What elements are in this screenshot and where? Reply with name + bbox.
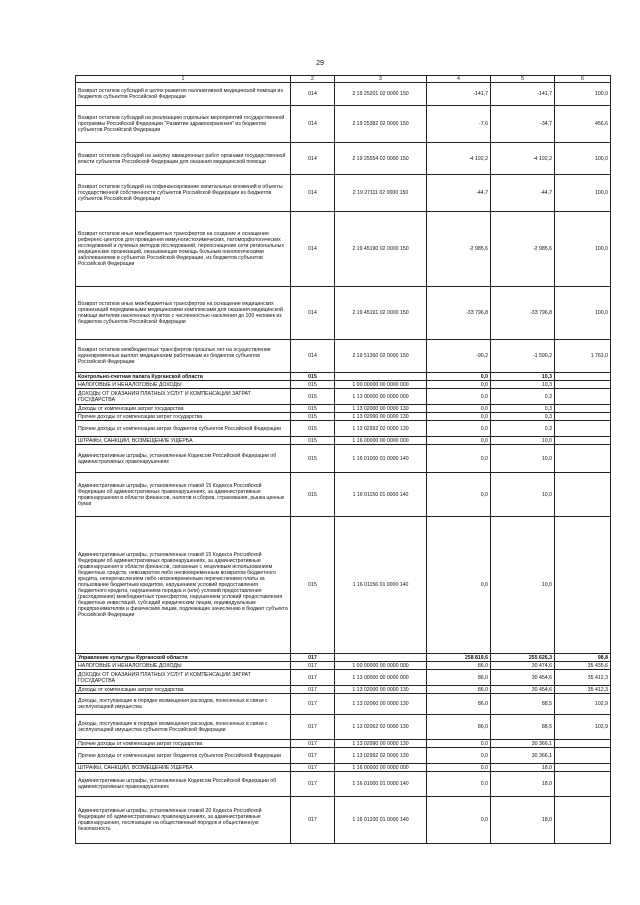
row-kbk-cell: 1 16 01200 01 0000 140 — [335, 797, 427, 844]
row-code-cell: 017 — [291, 670, 335, 686]
row-percent-cell — [555, 748, 611, 764]
row-name-cell: Административные штрафы, установленные Кодексом Российской Федерации об административных правонарушениях — [76, 445, 291, 473]
row-percent-cell — [555, 797, 611, 844]
row-code-cell: 014 — [291, 175, 335, 212]
row-name-cell: Прочие доходы от компенсации затрат бюджетов субъектов Российской Федерации — [76, 748, 291, 764]
row-fact-cell: 10,0 — [491, 473, 555, 517]
row-code-cell: 015 — [291, 517, 335, 654]
row-fact-cell: 18,0 — [491, 797, 555, 844]
page-number: 29 — [316, 60, 324, 67]
row-plan-cell: 0,0 — [427, 381, 491, 389]
row-fact-cell: 255 626,3 — [491, 654, 555, 662]
row-plan-cell: 258 819,6 — [427, 654, 491, 662]
row-name-cell: НАЛОГОВЫЕ И НЕНАЛОГОВЫЕ ДОХОДЫ — [76, 662, 291, 670]
row-code-cell: 015 — [291, 421, 335, 437]
row-kbk-cell — [335, 654, 427, 662]
header-cell: 4 — [427, 76, 491, 83]
row-name-cell: Доходы, поступающие в порядке возмещения расходов, понесенных в связи с эксплуатацией имущества — [76, 694, 291, 715]
table-row — [76, 413, 611, 421]
row-name-cell: Возврат остатков иных межбюджетных трансфертов на оснащение медицинских организаций передвижными медицинскими комплексами для оказания медицинской помощи жителям населенных пунктов с численностью населения до 100 человек из бюджетов субъектов Российской Федерации — [76, 287, 291, 340]
row-name-cell: ШТРАФЫ, САНКЦИИ, ВОЗМЕЩЕНИЕ УЩЕРБА — [76, 437, 291, 445]
row-plan-cell: -7,6 — [427, 106, 491, 143]
row-plan-cell: -4 192,2 — [427, 143, 491, 175]
row-kbk-cell: 1 13 02990 00 0000 130 — [335, 413, 427, 421]
table-row — [76, 654, 611, 662]
row-kbk-cell: 1 16 01000 01 0000 140 — [335, 445, 427, 473]
row-plan-cell: 0,0 — [427, 445, 491, 473]
row-kbk-cell: 2 19 45190 02 0000 150 — [335, 212, 427, 287]
row-kbk-cell — [335, 373, 427, 381]
row-name-cell: Возврат остатков субсидий на реализацию отдельных мероприятий государственной программы Российской Федерации "Развитие здравоохранения" из бюджетов субъектов Российской Федерации — [76, 106, 291, 143]
row-percent-cell: 456,6 — [555, 106, 611, 143]
row-name-cell: Возврат остатков иных межбюджетных трансфертов на создание и оснащение референс-центров для проведения иммуногистохимических, патоморфологических исследований и лучевых методов исследований, переоснащение сети региональных медицинских организаций, оказывающих помощь больным онкологическими заболеваниями в субъектах Российской Федерации, из бюджетов субъектов Российской Федерации — [76, 212, 291, 287]
row-plan-cell: 0,0 — [427, 473, 491, 517]
row-code-cell: 015 — [291, 389, 335, 405]
row-code-cell: 017 — [291, 715, 335, 740]
table-row — [76, 797, 611, 844]
row-kbk-cell: 1 13 02992 02 0000 130 — [335, 748, 427, 764]
table-row — [76, 83, 611, 106]
row-fact-cell: 10,0 — [491, 437, 555, 445]
row-name-cell: Доходы от компенсации затрат государства — [76, 405, 291, 413]
row-plan-cell: -44,7 — [427, 175, 491, 212]
row-name-cell: Прочие доходы от компенсации затрат государства — [76, 740, 291, 748]
row-percent-cell — [555, 764, 611, 772]
row-name-cell: Административные штрафы, установленные главой 20 Кодекса Российской Федерации об административных правонарушениях, за административные правонарушения, посягающие на общественный порядок и общественную безопасность — [76, 797, 291, 844]
row-fact-cell: 10,0 — [491, 445, 555, 473]
row-fact-cell: 30 474,6 — [491, 662, 555, 670]
table-row — [76, 662, 611, 670]
row-code-cell: 017 — [291, 654, 335, 662]
row-fact-cell: 10,3 — [491, 381, 555, 389]
table-row — [76, 389, 611, 405]
row-percent-cell: 100,0 — [555, 212, 611, 287]
row-kbk-cell: 1 16 01150 01 0000 140 — [335, 473, 427, 517]
row-plan-cell: 0,0 — [427, 517, 491, 654]
row-name-cell: Возврат остатков межбюджетных трансфертов прошлых лет на осуществление единовременных выплат медицинским работникам из бюджетов субъектов Российской Федерации — [76, 340, 291, 373]
row-name-cell: Административные штрафы, установленные главой 15 Кодекса Российской Федерации об административных правонарушениях, за административные правонарушения в области финансов, налогов и сборов, страхования, рынка ценных бумаг — [76, 473, 291, 517]
table-header-row — [76, 76, 611, 83]
row-code-cell: 014 — [291, 83, 335, 106]
row-code-cell: 015 — [291, 413, 335, 421]
row-percent-cell: 35 412,3 — [555, 670, 611, 686]
row-percent-cell: 100,0 — [555, 83, 611, 106]
row-name-cell: Прочие доходы от компенсации затрат государства — [76, 413, 291, 421]
row-fact-cell: 18,0 — [491, 764, 555, 772]
row-fact-cell: 30 366,1 — [491, 740, 555, 748]
row-fact-cell: 30 454,6 — [491, 670, 555, 686]
row-plan-cell: 86,0 — [427, 670, 491, 686]
row-fact-cell: 10,3 — [491, 373, 555, 381]
row-plan-cell: 0,0 — [427, 373, 491, 381]
row-plan-cell: 0,0 — [427, 389, 491, 405]
row-plan-cell: 0,0 — [427, 437, 491, 445]
table-row — [76, 212, 611, 287]
row-name-cell: Прочие доходы от компенсации затрат бюджетов субъектов Российской Федерации — [76, 421, 291, 437]
row-name-cell: ДОХОДЫ ОТ ОКАЗАНИЯ ПЛАТНЫХ УСЛУГ И КОМПЕНСАЦИИ ЗАТРАТ ГОСУДАРСТВА — [76, 389, 291, 405]
row-percent-cell — [555, 405, 611, 413]
row-code-cell: 014 — [291, 340, 335, 373]
header-cell: 5 — [491, 76, 555, 83]
table-row — [76, 175, 611, 212]
table-row — [76, 437, 611, 445]
row-kbk-cell: 1 16 00000 00 0000 000 — [335, 764, 427, 772]
row-percent-cell — [555, 473, 611, 517]
row-fact-cell: 30 454,6 — [491, 686, 555, 694]
row-name-cell: Возврат остатков субсидий на закупку авиационных работ органами государственной власти субъектов Российской Федерации для оказания медицинской помощи — [76, 143, 291, 175]
row-kbk-cell: 1 16 01156 01 0000 140 — [335, 517, 427, 654]
row-percent-cell — [555, 437, 611, 445]
row-name-cell: Доходы, поступающие в порядке возмещения расходов, понесенных в связи с эксплуатацией имущества субъектов Российской Федерации — [76, 715, 291, 740]
row-code-cell: 015 — [291, 437, 335, 445]
table-row — [76, 748, 611, 764]
row-kbk-cell: 1 13 02992 02 0000 130 — [335, 421, 427, 437]
row-percent-cell — [555, 381, 611, 389]
row-percent-cell: 102,9 — [555, 715, 611, 740]
row-percent-cell — [555, 421, 611, 437]
table-row — [76, 445, 611, 473]
table-row — [76, 143, 611, 175]
table-row — [76, 473, 611, 517]
row-plan-cell: 0,0 — [427, 740, 491, 748]
row-kbk-cell: 2 19 25201 02 0000 150 — [335, 83, 427, 106]
row-fact-cell: 0,3 — [491, 389, 555, 405]
row-code-cell: 014 — [291, 143, 335, 175]
row-name-cell: Управление культуры Курганской области — [76, 654, 291, 662]
header-cell: 3 — [335, 76, 427, 83]
row-kbk-cell: 1 13 00000 00 0000 000 — [335, 389, 427, 405]
revenue-table — [75, 75, 611, 844]
row-percent-cell — [555, 413, 611, 421]
row-kbk-cell: 1 13 02990 00 0000 130 — [335, 740, 427, 748]
row-kbk-cell: 1 13 02062 02 0000 130 — [335, 715, 427, 740]
table-row — [76, 340, 611, 373]
row-code-cell: 017 — [291, 740, 335, 748]
row-name-cell: НАЛОГОВЫЕ И НЕНАЛОГОВЫЕ ДОХОДЫ — [76, 381, 291, 389]
row-fact-cell: 88,5 — [491, 694, 555, 715]
row-fact-cell: -2 985,6 — [491, 212, 555, 287]
table-row — [76, 517, 611, 654]
row-code-cell: 017 — [291, 748, 335, 764]
header-cell: 6 — [555, 76, 611, 83]
row-kbk-cell: 1 13 02000 00 0000 130 — [335, 405, 427, 413]
row-percent-cell: 102,9 — [555, 694, 611, 715]
row-plan-cell: 0,0 — [427, 764, 491, 772]
row-percent-cell — [555, 389, 611, 405]
row-kbk-cell: 2 19 45191 02 0000 150 — [335, 287, 427, 340]
row-plan-cell: 0,0 — [427, 421, 491, 437]
row-kbk-cell: 1 00 00000 00 0000 000 — [335, 381, 427, 389]
table-row — [76, 740, 611, 748]
row-fact-cell: 88,5 — [491, 715, 555, 740]
row-fact-cell: -44,7 — [491, 175, 555, 212]
row-code-cell: 017 — [291, 764, 335, 772]
row-kbk-cell: 1 13 00000 00 0000 000 — [335, 670, 427, 686]
table-row — [76, 764, 611, 772]
table-row — [76, 772, 611, 797]
row-code-cell: 014 — [291, 287, 335, 340]
row-kbk-cell: 1 13 02060 00 0000 130 — [335, 694, 427, 715]
row-plan-cell: 0,0 — [427, 405, 491, 413]
table-row — [76, 686, 611, 694]
row-plan-cell: 86,0 — [427, 694, 491, 715]
table-row — [76, 715, 611, 740]
row-code-cell: 015 — [291, 445, 335, 473]
row-percent-cell — [555, 772, 611, 797]
row-kbk-cell: 1 00 00000 00 0000 000 — [335, 662, 427, 670]
table-row — [76, 421, 611, 437]
row-percent-cell: 1 763,0 — [555, 340, 611, 373]
row-name-cell: Административные штрафы, установленные Кодексом Российской Федерации об административных правонарушениях — [76, 772, 291, 797]
row-name-cell: Доходы от компенсации затрат государства — [76, 686, 291, 694]
row-fact-cell: -1 590,2 — [491, 340, 555, 373]
row-kbk-cell: 1 16 01000 01 0000 140 — [335, 772, 427, 797]
table-row — [76, 373, 611, 381]
row-name-cell: ШТРАФЫ, САНКЦИИ, ВОЗМЕЩЕНИЕ УЩЕРБА — [76, 764, 291, 772]
row-kbk-cell: 2 19 25382 02 0000 150 — [335, 106, 427, 143]
row-fact-cell: 0,3 — [491, 405, 555, 413]
row-percent-cell: 100,0 — [555, 287, 611, 340]
row-plan-cell: 0,0 — [427, 797, 491, 844]
row-fact-cell: -33 796,8 — [491, 287, 555, 340]
row-name-cell: Возврат остатков субсидий в целях развития паллиативной медицинской помощи из бюджетов субъектов Российской Федерации — [76, 83, 291, 106]
row-code-cell: 015 — [291, 373, 335, 381]
header-cell: 2 — [291, 76, 335, 83]
table-row — [76, 670, 611, 686]
row-plan-cell: -90,2 — [427, 340, 491, 373]
row-plan-cell: 0,0 — [427, 772, 491, 797]
row-fact-cell: 30 366,1 — [491, 748, 555, 764]
row-fact-cell: 10,0 — [491, 517, 555, 654]
row-kbk-cell: 2 19 51360 02 0000 150 — [335, 340, 427, 373]
row-code-cell: 017 — [291, 686, 335, 694]
row-fact-cell: -34,7 — [491, 106, 555, 143]
row-name-cell: ДОХОДЫ ОТ ОКАЗАНИЯ ПЛАТНЫХ УСЛУГ И КОМПЕНСАЦИИ ЗАТРАТ ГОСУДАРСТВА — [76, 670, 291, 686]
row-name-cell: Контрольно-счетная палата Курганской области — [76, 373, 291, 381]
row-percent-cell — [555, 373, 611, 381]
row-fact-cell: 0,3 — [491, 421, 555, 437]
row-percent-cell — [555, 517, 611, 654]
table-row — [76, 405, 611, 413]
row-percent-cell: 35 435,6 — [555, 662, 611, 670]
row-percent-cell: 100,0 — [555, 175, 611, 212]
row-kbk-cell: 2 19 27111 02 0000 150 — [335, 175, 427, 212]
row-code-cell: 017 — [291, 797, 335, 844]
row-percent-cell — [555, 740, 611, 748]
row-code-cell: 017 — [291, 694, 335, 715]
row-fact-cell: 0,3 — [491, 413, 555, 421]
row-kbk-cell: 2 19 25554 02 0000 150 — [335, 143, 427, 175]
table-row — [76, 694, 611, 715]
row-code-cell: 015 — [291, 473, 335, 517]
row-name-cell: Административные штрафы, установленные главой 15 Кодекса Российской Федерации об административных правонарушениях, за административные правонарушения в области финансов, связанные с нецелевым использованием бюджетных средств, невозвратом либо несвоевременным возвратом бюджетного кредита, неперечислением либо несвоевременным перечислением платы за пользование бюджетным кредитом, нарушением условий предоставления бюджетного кредита, нарушением порядка и (или) условий предоставления (расходования) межбюджетных трансфертов, нарушением условий предоставления бюджетных инвестиций, субсидий юридическим лицам, индивидуальным предпринимателям и физическим лицам, подлежащие зачислению в бюджет субъекта Российской Федерации — [76, 517, 291, 654]
row-kbk-cell: 1 16 00000 00 0000 000 — [335, 437, 427, 445]
row-code-cell: 015 — [291, 405, 335, 413]
row-fact-cell: 18,0 — [491, 772, 555, 797]
row-code-cell: 015 — [291, 381, 335, 389]
row-plan-cell: 0,0 — [427, 748, 491, 764]
row-fact-cell: -141,7 — [491, 83, 555, 106]
row-plan-cell: 0,0 — [427, 413, 491, 421]
row-percent-cell — [555, 445, 611, 473]
row-name-cell: Возврат остатков субсидий на софинансирование капитальных вложений в объекты государственной собственности субъектов Российской Федерации из бюджетов субъектов Российской Федерации — [76, 175, 291, 212]
table-row — [76, 381, 611, 389]
row-code-cell: 017 — [291, 662, 335, 670]
row-code-cell: 017 — [291, 772, 335, 797]
row-plan-cell: 86,0 — [427, 715, 491, 740]
row-plan-cell: -33 796,8 — [427, 287, 491, 340]
row-percent-cell: 35 412,3 — [555, 686, 611, 694]
row-percent-cell: 98,8 — [555, 654, 611, 662]
row-kbk-cell: 1 13 02000 00 0000 130 — [335, 686, 427, 694]
row-code-cell: 014 — [291, 106, 335, 143]
row-fact-cell: -4 192,2 — [491, 143, 555, 175]
row-plan-cell: 86,0 — [427, 662, 491, 670]
row-plan-cell: -2 985,6 — [427, 212, 491, 287]
row-plan-cell: 86,0 — [427, 686, 491, 694]
row-code-cell: 014 — [291, 212, 335, 287]
row-plan-cell: -141,7 — [427, 83, 491, 106]
table-row — [76, 106, 611, 143]
table-row — [76, 287, 611, 340]
header-cell: 1 — [76, 76, 291, 83]
row-percent-cell: 100,0 — [555, 143, 611, 175]
